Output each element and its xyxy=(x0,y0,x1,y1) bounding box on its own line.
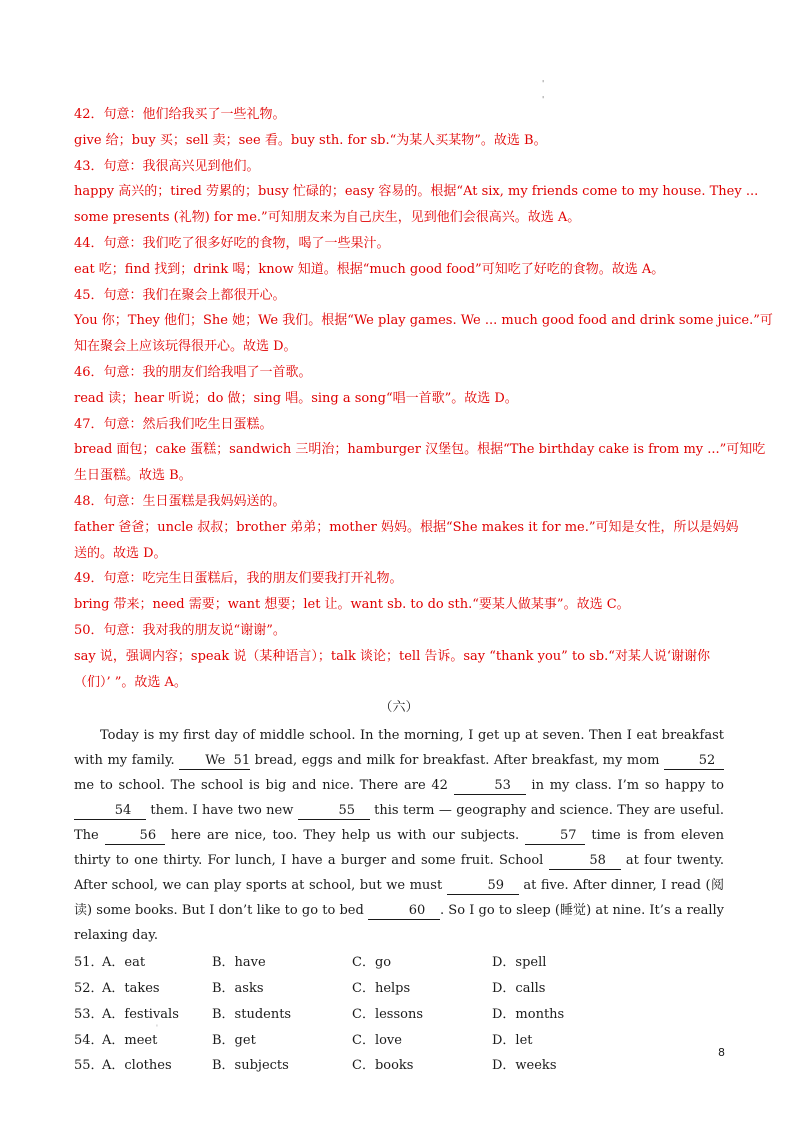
header-marks: ' ' xyxy=(542,79,545,104)
explanation-48 xyxy=(74,489,739,566)
explanation-44 xyxy=(74,231,724,283)
option-a: A．meet xyxy=(102,1032,158,1048)
question-meaning: 45．句意：我们在聚会上都很开心。 xyxy=(74,287,286,303)
explanation-line: bread 面包；cake 蛋糕；sandwich 三明治；hamburger 汉堡包。根据“The birthday cake is from my ...”可知吃 xyxy=(74,442,766,458)
explanation-49 xyxy=(74,566,724,618)
option-d: D．calls xyxy=(492,980,546,996)
section-title: （六） xyxy=(379,700,419,716)
option-c: C．go xyxy=(352,955,392,971)
option-c: C．love xyxy=(352,1032,402,1048)
option-row-52: 52． A．takes B．asks C．helps D．calls xyxy=(74,976,724,1002)
option-c: C．lessons xyxy=(352,1006,424,1022)
option-c: C．books xyxy=(352,1058,414,1074)
explanation-line: give 给；buy 买；sell 卖；see 看。buy sth. for sb.“为某人买某物”。故选 B。 xyxy=(74,132,547,148)
explanation-47 xyxy=(74,412,766,489)
blank-52: 52 xyxy=(664,753,724,770)
footer-mark: ' xyxy=(156,1024,158,1032)
page-content xyxy=(74,102,773,1079)
option-c: C．helps xyxy=(352,980,411,996)
explanation-line: 生日蛋糕。故选 B。 xyxy=(74,468,192,484)
option-b: B．students xyxy=(212,1006,292,1022)
option-row-54: 54． A．meet B．get C．love D．let xyxy=(74,1028,724,1054)
blank-53: 53 xyxy=(454,778,526,795)
option-row-55: 55． A．clothes B．subjects C．books D．weeks xyxy=(74,1053,724,1079)
explanation-line: happy 高兴的；tired 劳累的；busy 忙碌的；easy 容易的。根据“At six, my friends come to my house. They ... xyxy=(74,184,759,200)
explanation-50 xyxy=(74,618,724,695)
question-meaning: 49．句意：吃完生日蛋糕后，我的朋友们要我打开礼物。 xyxy=(74,571,403,587)
explanation-line: 知在聚会上应该玩得很开心。故选 D。 xyxy=(74,339,297,355)
option-a: A．takes xyxy=(102,980,160,996)
option-b: B．subjects xyxy=(212,1058,289,1074)
blank-58: 58 xyxy=(549,853,621,870)
question-meaning: 43．句意：我很高兴见到他们。 xyxy=(74,158,260,174)
explanation-line: say 说，强调内容；speak 说（某种语言）；talk 谈论；tell 告诉。say “thank you” to sb.“对某人说‘谢谢你 xyxy=(74,648,711,664)
explanation-43 xyxy=(74,154,759,231)
explanation-42 xyxy=(74,102,724,154)
explanation-46 xyxy=(74,360,724,412)
blank-57: 57 xyxy=(525,828,585,845)
cloze-passage: Today is my first day of middle school. In the morning, I get up at seven. Then I eat breakfast with my family. We 51 bread, eggs and milk for breakfast. After breakfast, my mom 52 me to school. The school is big and nice. There are 42 53 in my class. I’m so happy to 54 them. I have two new 55 this term — geography and science. They are useful. The 56 here are nice, too. They help us with our subjects. 57 time is from eleven thirty to one thirty. For lunch, I have a burger and some fruit. School 58 at four twenty. After school, we can play sports at school, but we must 59 at five. After dinner, I read (阅读) some books. But I don’t like to go to bed 60 . So I go to sleep (睡觉) at nine. It’s a really relaxing day. xyxy=(74,728,725,944)
explanation-line: read 读；hear 听说；do 做；sing 唱。sing a song“唱一首歌”。故选 D。 xyxy=(74,390,518,406)
explanation-line: （们）’ ”。故选 A。 xyxy=(74,674,187,690)
blank-51: We 51 xyxy=(179,753,250,770)
explanation-line: You 你；They 他们；She 她；We 我们。根据“We play games. We ... much good food and drink some juice.”可 xyxy=(74,313,773,329)
option-d: D．months xyxy=(492,1006,565,1022)
option-row-51: 51． A．eat B．have C．go D．spell xyxy=(74,950,724,976)
explanation-line: bring 带来；need 需要；want 想要；let 让。want sb. to do sth.“要某人做某事”。故选 C。 xyxy=(74,597,630,613)
explanation-line: some presents (礼物) for me.”可知朋友来为自己庆生，见到他们会很高兴。故选 A。 xyxy=(74,210,581,226)
explanation-line: father 爸爸；uncle 叔叔；brother 弟弟；mother 妈妈。根据“She makes it for me.”可知是女性，所以是妈妈 xyxy=(74,519,739,535)
option-a: A．eat xyxy=(102,955,146,971)
question-meaning: 47．句意：然后我们吃生日蛋糕。 xyxy=(74,416,273,432)
blank-60: 60 xyxy=(368,903,440,920)
explanation-line: eat 吃；find 找到；drink 喝；know 知道。根据“much good food”可知吃了好吃的食物。故选 A。 xyxy=(74,261,665,277)
option-d: D．weeks xyxy=(492,1058,557,1074)
option-d: D．spell xyxy=(492,955,547,971)
blank-56: 56 xyxy=(105,828,165,845)
option-d: D．let xyxy=(492,1032,533,1048)
question-meaning: 42．句意：他们给我买了一些礼物。 xyxy=(74,107,286,122)
blank-55: 55 xyxy=(298,803,370,820)
option-row-53: 53． A．festivals B．students C．lessons D．months xyxy=(74,1002,724,1028)
explanations xyxy=(74,102,773,695)
question-meaning: 46．句意：我的朋友们给我唱了一首歌。 xyxy=(74,364,312,380)
explanation-45 xyxy=(74,283,773,360)
question-meaning: 48．句意：生日蛋糕是我妈妈送的。 xyxy=(74,493,286,509)
blank-54: 54 xyxy=(74,803,146,820)
option-b: B．have xyxy=(212,955,266,971)
option-a: A．clothes xyxy=(102,1058,172,1074)
option-b: B．get xyxy=(212,1032,256,1048)
option-a: A．festivals xyxy=(102,1006,179,1022)
blank-59: 59 xyxy=(447,878,519,895)
question-meaning: 44．句意：我们吃了很多好吃的食物，喝了一些果汁。 xyxy=(74,235,390,251)
option-b: B．asks xyxy=(212,980,264,996)
explanation-line: 送的。故选 D。 xyxy=(74,545,167,561)
page-number: 8 xyxy=(718,1046,725,1059)
question-meaning: 50．句意：我对我的朋友说“谢谢”。 xyxy=(74,622,286,638)
options-list xyxy=(74,950,724,1079)
